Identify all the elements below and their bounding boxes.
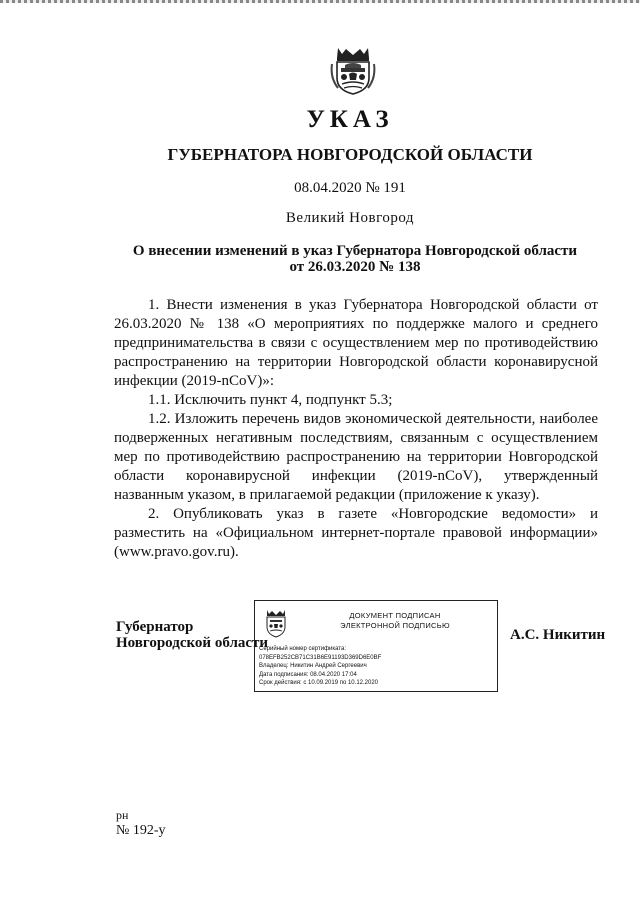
scan-top-edge bbox=[0, 0, 640, 3]
body-paragraph-1: 1. Внести изменения в указ Губернатора Новгородской области от 26.03.2020 № 138 «О мероприятиях по поддержке малого и среднего предпринимательства в связи с осуществлением мер по противодействию распространению на территории Новгородской области коронавирусной инфекции (2019-nCoV)»: bbox=[114, 297, 598, 389]
stamp-signed-date: Дата подписания: 08.04.2020 17:04 bbox=[259, 671, 357, 678]
body-paragraph-1-2: 1.2. Изложить перечень видов экономической деятельности, наиболее подверженных негативным последствиям, связанным с осуществлением мер по противодействию распространению на территории Новгородской области коронавирусной инфекции (2019-nCoV), утвержденный названным указом, в прилагаемой редакции (приложение к указу). bbox=[114, 411, 598, 503]
document-body bbox=[114, 296, 598, 562]
signatory-position-line-2: Новгородской области bbox=[116, 635, 269, 651]
issuer-title: ГУБЕРНАТОРА НОВГОРОДСКОЙ ОБЛАСТИ bbox=[167, 145, 533, 164]
stamp-cert-number: 078EFB252CB71C31B6E91193D369D6E0BF bbox=[259, 654, 382, 661]
stamp-details bbox=[259, 645, 495, 688]
document-subject bbox=[120, 243, 590, 275]
stamp-heading-line-1: ДОКУМЕНТ ПОДПИСАН bbox=[349, 611, 441, 620]
subject-line-1: О внесении изменений в указ Губернатора Новгородской области bbox=[132, 243, 578, 259]
subject-line-2: от 26.03.2020 № 138 bbox=[289, 259, 421, 275]
signatory-position-line-1: Губернатор bbox=[116, 619, 194, 635]
stamp-heading bbox=[295, 611, 495, 631]
stamp-coat-of-arms-icon bbox=[263, 608, 289, 638]
document-place: Великий Новгород bbox=[285, 210, 415, 226]
document-type-title: УКАЗ bbox=[306, 106, 394, 133]
stamp-validity: Срок действия: с 10.09.2019 по 10.12.2020 bbox=[259, 680, 379, 687]
electronic-signature-stamp bbox=[254, 600, 498, 692]
stamp-owner: Владелец: Никитин Андрей Сергеевич bbox=[259, 663, 367, 670]
novgorod-coat-of-arms-icon bbox=[330, 44, 376, 96]
body-paragraph-2: 2. Опубликовать указ в газете «Новгородские ведомости» и разместить на «Официальном интернет-портале правовой информации» (www.pravo.gov.ru). bbox=[114, 506, 598, 560]
document-date-number: 08.04.2020 № 191 bbox=[294, 180, 406, 196]
document-footer bbox=[116, 808, 166, 838]
stamp-heading-line-2: ЭЛЕКТРОННОЙ ПОДПИСЬЮ bbox=[340, 621, 450, 630]
footer-number: № 192-у bbox=[116, 823, 166, 838]
signatory-position bbox=[116, 619, 268, 651]
body-paragraph-1-1: 1.1. Исключить пункт 4, подпункт 5.3; bbox=[148, 392, 393, 408]
signatory-name: А.С. Никитин bbox=[510, 627, 606, 643]
stamp-cert-label: Серийный номер сертификата: bbox=[259, 646, 347, 652]
footer-initials: рн bbox=[116, 808, 129, 822]
